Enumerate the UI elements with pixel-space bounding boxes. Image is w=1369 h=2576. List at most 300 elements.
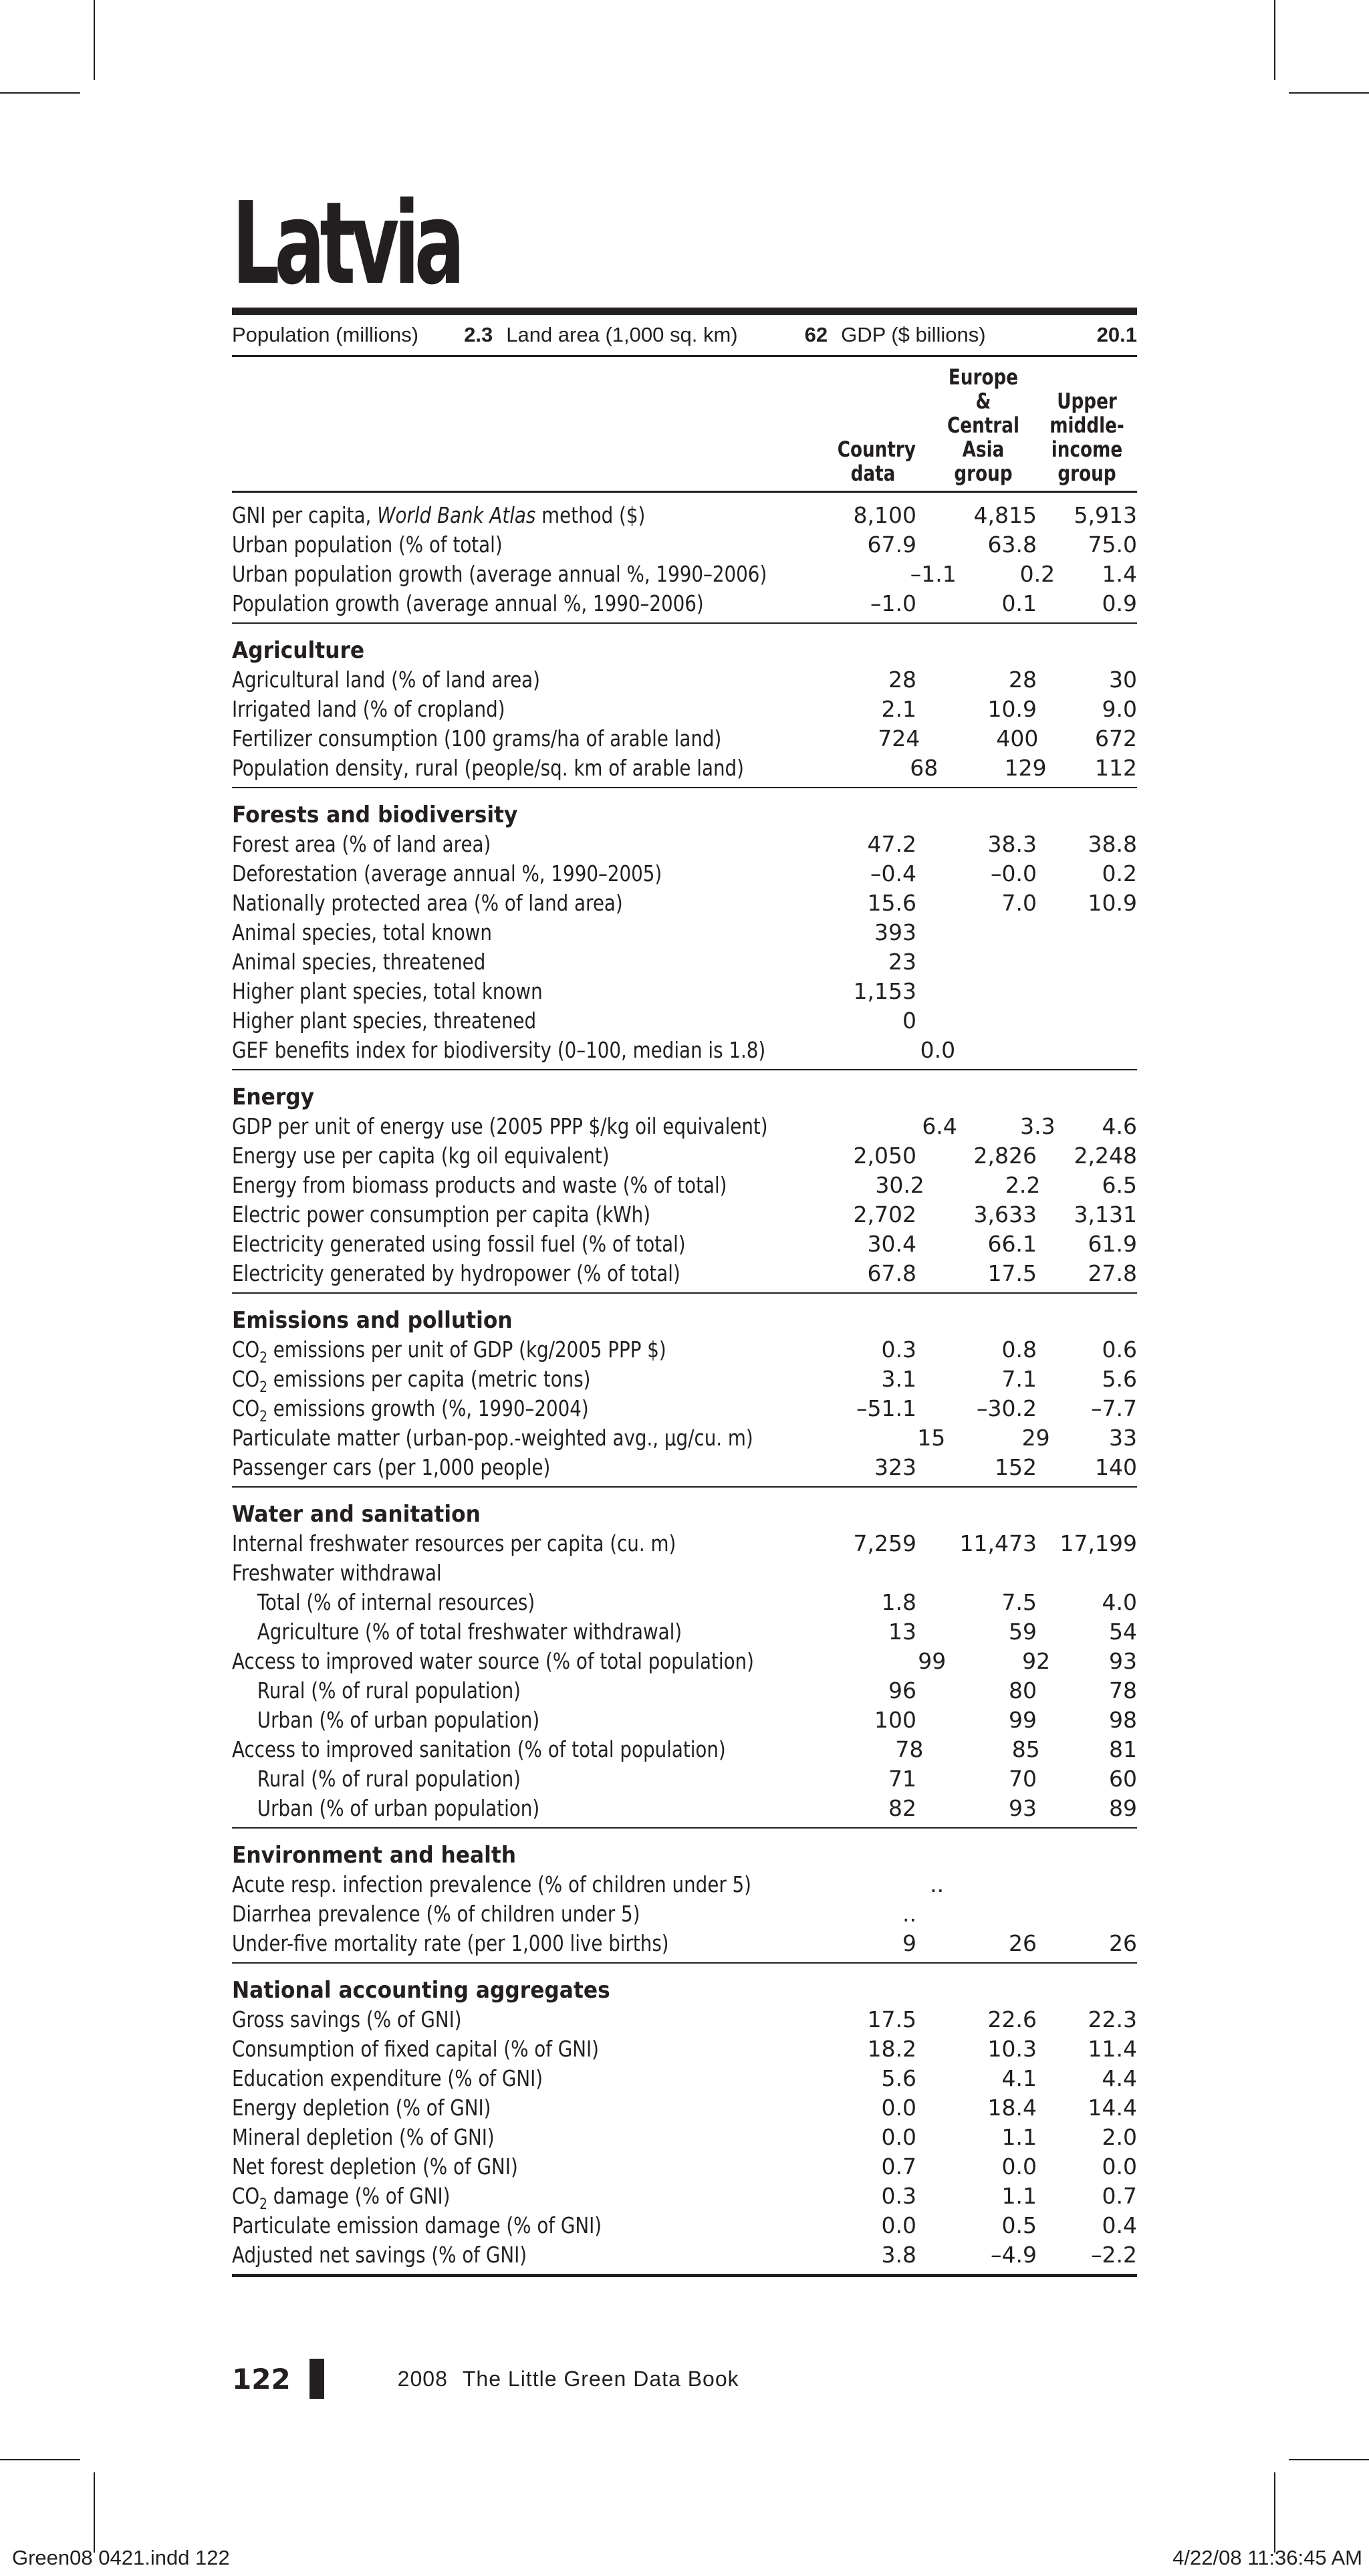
row-label: Higher plant species, threatened [232,1008,537,1034]
crop-mark [0,2459,80,2460]
table-row [232,2123,1137,2152]
row-value [1037,1006,1137,1036]
section-title: Water and sanitation [232,1501,481,1528]
row-label-part: CO [232,1336,260,1363]
row-value: 152 [995,1454,1037,1480]
row-value: –1.0 [870,590,916,616]
row-value: 8,100 [853,502,916,528]
row-value: 27.8 [1088,1260,1137,1286]
row-label: Population density, rural (people/sq. km of arable land) [232,755,744,781]
section-title: Agriculture [232,637,365,664]
row-value [916,1006,1037,1036]
row-value: .. [930,1871,945,1897]
row-value: 18.2 [867,2036,916,2062]
table-row [232,665,1137,695]
crop-mark [1274,0,1275,80]
row-value: 4,815 [973,502,1037,528]
row-value: 10.3 [987,2036,1037,2062]
book-title [398,2367,739,2391]
row-value: 61.9 [1088,1231,1137,1257]
row-value [1037,977,1137,1006]
row-value: –1.1 [910,561,957,587]
row-label: Deforestation (average annual %, 1990–2005) [232,860,662,887]
row-value: 4.0 [1102,1589,1137,1615]
row-value: 2,248 [1074,1143,1137,1169]
row-value: 47.2 [867,831,916,857]
section-title: Energy [232,1084,315,1110]
row-value: 26 [1109,1930,1137,1956]
row-value: 9.0 [1102,696,1137,722]
row-value: 129 [1004,755,1047,781]
row-value [916,1899,1037,1929]
summary-value: 62 [804,323,828,346]
row-value: 3.8 [881,2242,916,2268]
row-value: 67.9 [867,532,916,558]
table-row [232,1141,1137,1171]
row-value: 99 [1009,1707,1037,1733]
row-value: 0.5 [1001,2212,1037,2238]
row-value: 98 [1109,1707,1137,1733]
row-value: 17.5 [987,1260,1037,1286]
table-row [232,1036,1137,1065]
row-value: 1.4 [1102,561,1137,587]
table-row [232,2064,1137,2093]
row-value: 1.1 [1001,2124,1037,2150]
table-row [232,1794,1137,1823]
row-value: 26 [1009,1930,1037,1956]
row-label: Urban population growth (average annual %, 1990–2006) [232,561,767,587]
row-value: 15.6 [867,890,916,916]
row-label: Diarrhea prevalence (% of children under 5) [232,1901,640,1927]
table-row [232,1899,1137,1929]
crop-mark [1289,92,1369,94]
row-label [232,2182,717,2211]
row-value: 0.0 [881,2212,916,2238]
indicator-section [232,1964,1137,2274]
row-value: 4.1 [1001,2065,1037,2091]
row-label-subscript: 2 [259,2196,267,2213]
row-label: Access to improved water source (% of total population) [232,1648,754,1674]
table-row [232,1259,1137,1288]
row-value: –51.1 [856,1395,916,1421]
column-headers [232,357,1137,491]
indicator-section [232,1829,1137,1962]
row-value: 0.2 [1019,561,1055,587]
row-label: Fertilizer consumption (100 grams/ha of arable land) [232,725,722,751]
row-value: 672 [1095,725,1137,751]
row-value: –0.0 [991,860,1037,887]
section-title: Environment and health [232,1842,517,1869]
row-value: 400 [996,725,1039,751]
row-value: 3.3 [1020,1113,1055,1139]
row-value: 7.1 [1001,1366,1037,1392]
row-label [232,1394,717,1423]
row-value: –2.2 [1091,2242,1137,2268]
crop-mark [94,2472,95,2553]
row-value: 63.8 [987,532,1037,558]
row-value: 4.6 [1102,1113,1137,1139]
page-title: Latvia [232,178,460,310]
table-row [232,1230,1137,1259]
table-row [232,2182,1137,2211]
row-value: 13 [888,1619,916,1645]
summary-value: 20.1 [1096,323,1137,346]
table-row [232,753,1137,783]
row-value: 92 [1022,1648,1051,1674]
indicator-sections [232,622,1137,2277]
row-label-part: emissions per unit of GDP (kg/2005 PPP $) [267,1336,666,1363]
slug-file: Green08 0421.indd 122 [12,2546,230,2569]
row-value: 1,153 [853,978,916,1004]
row-label [232,1365,717,1394]
row-value: 10.9 [1088,890,1137,916]
table-row [232,1335,1137,1365]
row-value: 30.4 [867,1231,916,1257]
row-value: 78 [1109,1677,1137,1704]
country-page [232,178,1138,2277]
table-row [232,2240,1137,2270]
row-value [810,1558,916,1588]
row-value: 2,702 [853,1201,916,1227]
indicator-section [232,1294,1137,1486]
row-value: 0.8 [1001,1336,1037,1363]
row-value: 96 [888,1677,916,1704]
row-label: Rural (% of rural population) [257,1677,521,1704]
table-row [232,977,1137,1006]
row-value: 22.3 [1088,2006,1137,2032]
row-value: 14.4 [1088,2095,1137,2121]
table-row [232,1588,1137,1617]
row-value [1049,1870,1137,1899]
indicator-section [232,1488,1137,1827]
intro-section [232,493,1137,622]
slug-date: 4/22/08 11:36:45 AM [1172,2546,1362,2569]
table-row [232,1676,1137,1706]
book-name: The Little Green Data Book [462,2366,739,2391]
table-row [232,1558,1137,1588]
summary-label: GDP ($ billions) [841,323,986,346]
row-value: 89 [1109,1795,1137,1821]
row-label-part: damage (% of GNI) [267,2183,451,2209]
row-value: 11.4 [1088,2036,1137,2062]
table-row [232,1112,1137,1141]
row-value [955,1036,1054,1065]
row-label-part: emissions growth (%, 1990–2004) [267,1395,589,1421]
table-row [232,947,1137,977]
row-label: Agriculture (% of total freshwater withdrawal) [257,1619,682,1645]
row-value: 0 [902,1008,916,1034]
row-value: 68 [910,755,939,781]
table-row [232,1617,1137,1647]
row-label-subscript: 2 [259,1379,267,1396]
section-title: Emissions and pollution [232,1307,513,1334]
row-value: 0.6 [1102,1336,1137,1363]
table-row [232,2093,1137,2123]
row-value: 28 [1009,667,1037,693]
section-title: National accounting aggregates [232,1977,610,2004]
summary-bar [232,315,1137,355]
table-row [232,2005,1137,2034]
row-value: 0.7 [1102,2183,1137,2209]
row-value: 0.0 [881,2095,916,2121]
row-value: 59 [1009,1619,1037,1645]
row-value: 323 [874,1454,916,1480]
row-label-part: CO [232,1395,260,1421]
row-value: 0.0 [1001,2153,1037,2180]
row-label: Animal species, total known [232,919,492,945]
row-label: Total (% of internal resources) [257,1589,535,1615]
table-row [232,2152,1137,2182]
table-row [232,1200,1137,1230]
row-label-italic: World Bank Atlas [377,502,536,528]
row-value: 17.5 [867,2006,916,2032]
row-label: Electricity generated using fossil fuel (% of total) [232,1231,686,1257]
table-row [232,2034,1137,2064]
table-row [232,1529,1137,1558]
row-value: 5,913 [1074,502,1137,528]
row-value: 100 [874,1707,916,1733]
row-value [1054,1036,1137,1065]
table-row [232,1929,1137,1958]
row-value: 3,633 [973,1201,1037,1227]
row-label [232,1335,717,1365]
row-value: 82 [888,1795,916,1821]
table-row [232,918,1137,947]
table-row [232,859,1137,889]
row-label: Animal species, threatened [232,949,486,975]
section-title: Forests and biodiversity [232,802,518,828]
row-value: 99 [918,1648,947,1674]
table-row [232,1706,1137,1735]
row-value [916,1558,1037,1588]
row-value: 9 [902,1930,916,1956]
row-value: 0.0 [920,1037,956,1063]
row-label: Particulate matter (urban-pop.-weighted avg., µg/cu. m) [232,1425,753,1451]
row-value [1037,918,1137,947]
row-value: 2.0 [1102,2124,1137,2150]
row-label: Population growth (average annual %, 1990–2006) [232,590,704,616]
row-label-part: emissions per capita (metric tons) [267,1366,591,1392]
row-label: Consumption of fixed capital (% of GNI) [232,2036,600,2062]
row-value: 30 [1109,667,1137,693]
row-label: Forest area (% of land area) [232,831,491,857]
row-label-part: CO [232,1366,260,1392]
row-value: 23 [888,949,916,975]
table-row [232,1735,1137,1764]
table-row [232,1764,1137,1794]
column-header: Upper middle-income group [1049,388,1124,486]
table-row [232,1647,1137,1676]
row-label: Energy use per capita (kg oil equivalent) [232,1143,610,1169]
row-value: 93 [1009,1795,1037,1821]
row-label: Electricity generated by hydropower (% of total) [232,1260,680,1286]
row-value: 7,259 [853,1530,916,1556]
row-label-subscript: 2 [259,1409,267,1425]
row-value: 70 [1009,1766,1037,1792]
row-value: 2.2 [1005,1172,1041,1198]
table-row [232,1394,1137,1423]
row-label: Internal freshwater resources per capita (cu. m) [232,1530,676,1556]
row-value: 0.0 [1102,2153,1137,2180]
row-value: 5.6 [1102,1366,1137,1392]
row-value: 3,131 [1074,1201,1137,1227]
row-value: 0.9 [1102,590,1137,616]
row-value: –30.2 [977,1395,1037,1421]
row-label: Gross savings (% of GNI) [232,2006,462,2032]
row-label: Under-five mortality rate (per 1,000 live births) [232,1930,669,1956]
row-value: 0.0 [881,2124,916,2150]
row-value: 54 [1109,1619,1137,1645]
row-value: 18.4 [987,2095,1037,2121]
row-value [944,1870,1049,1899]
table-row [232,889,1137,918]
page-number-bar [309,2359,324,2399]
row-label-part: GNI per capita, [232,502,378,528]
row-value [916,918,1037,947]
table-row [232,1171,1137,1200]
row-value: 78 [895,1736,924,1762]
row-value: 5.6 [881,2065,916,2091]
row-value: 85 [1011,1736,1040,1762]
row-label-subscript: 2 [259,1350,267,1367]
row-value [916,977,1037,1006]
row-label: Agricultural land (% of land area) [232,667,540,693]
row-value: .. [902,1901,916,1927]
summary-label: Land area (1,000 sq. km) [506,323,738,346]
row-value [1037,947,1137,977]
crop-mark [0,92,80,94]
row-value [1037,1558,1137,1588]
row-value: 38.3 [987,831,1037,857]
row-label: Adjusted net savings (% of GNI) [232,2242,527,2268]
row-label: Freshwater withdrawal [232,1560,442,1586]
row-label [232,501,717,530]
row-value: 93 [1109,1648,1137,1674]
row-value: 2.1 [881,696,916,722]
table-row [232,695,1137,724]
summary-label: Population (millions) [232,323,419,346]
row-value: 22.6 [987,2006,1037,2032]
row-label: Electric power consumption per capita (kWh) [232,1201,651,1227]
table-row [232,2211,1137,2240]
row-value: 0.1 [1001,590,1037,616]
row-value: 75.0 [1088,532,1137,558]
row-label: Urban population (% of total) [232,532,503,558]
table-end-rule [232,2274,1137,2277]
row-value: 4.4 [1102,2065,1137,2091]
table-row [232,530,1137,560]
indicator-section [232,788,1137,1069]
row-label: Urban (% of urban population) [257,1795,540,1821]
table-row [232,724,1137,753]
row-label: Rural (% of rural population) [257,1766,521,1792]
row-value: 11,473 [959,1530,1037,1556]
row-value: –0.4 [870,860,916,887]
row-value: 67.8 [867,1260,916,1286]
row-label: GEF benefits index for biodiversity (0–100, median is 1.8) [232,1037,766,1063]
row-value: 0.4 [1102,2212,1137,2238]
crop-mark [94,0,95,80]
summary-value: 2.3 [464,323,493,346]
row-value: 38.8 [1088,831,1137,857]
row-value: 1.8 [881,1589,916,1615]
table-row [232,1870,1137,1899]
row-value: 3.1 [881,1366,916,1392]
row-value: 29 [1021,1425,1050,1451]
row-value: 80 [1009,1677,1037,1704]
row-label: Energy depletion (% of GNI) [232,2095,491,2121]
table-row [232,560,1137,589]
row-value: 28 [888,667,916,693]
row-label: Higher plant species, total known [232,978,543,1004]
table-row [232,501,1137,530]
table-row [232,1453,1137,1482]
row-label: Energy from biomass products and waste (% of total) [232,1172,727,1198]
row-label: Mineral depletion (% of GNI) [232,2124,495,2150]
row-label: Irrigated land (% of cropland) [232,696,505,722]
table-row [232,1006,1137,1036]
row-label: GDP per unit of energy use (2005 PPP $/kg oil equivalent) [232,1113,768,1139]
row-label: Education expenditure (% of GNI) [232,2065,543,2091]
row-label: Urban (% of urban population) [257,1707,540,1733]
page-footer [232,2359,739,2399]
row-value: 140 [1095,1454,1137,1480]
row-value [916,947,1037,977]
row-value: –4.9 [991,2242,1037,2268]
book-year: 2008 [397,2366,448,2391]
column-header: Europe & Central Asia group [947,364,1019,486]
row-value: 0.3 [881,1336,916,1363]
row-value: 7.0 [1001,890,1037,916]
column-header: Country data [837,437,916,486]
row-value: 6.5 [1102,1172,1138,1198]
row-value: 6.4 [922,1113,957,1139]
row-value: 7.5 [1001,1589,1037,1615]
row-value: 0.2 [1102,860,1137,887]
row-value: 0.3 [881,2183,916,2209]
row-value: 1.1 [1001,2183,1037,2209]
table-row [232,1423,1137,1453]
row-value: 10.9 [987,696,1037,722]
indicator-section [232,1070,1137,1292]
row-label: Acute resp. infection prevalence (% of children under 5) [232,1871,751,1897]
row-value: 2,050 [853,1143,916,1169]
row-value: 71 [888,1766,916,1792]
indicator-section [232,624,1137,787]
row-label-part: method ($) [535,502,646,528]
row-value: 81 [1109,1736,1137,1762]
table-row [232,1365,1137,1394]
row-value: 2,826 [973,1143,1037,1169]
row-value: 724 [878,725,920,751]
row-value: 393 [874,919,916,945]
page-number: 122 [232,2362,291,2395]
crop-mark [1274,2472,1275,2553]
row-label: Access to improved sanitation (% of total population) [232,1736,726,1762]
row-label: Net forest depletion (% of GNI) [232,2153,518,2180]
row-value: 66.1 [987,1231,1037,1257]
row-value: 15 [917,1425,946,1451]
row-label: Passenger cars (per 1,000 people) [232,1454,551,1480]
row-value: 33 [1109,1425,1138,1451]
table-row [232,830,1137,859]
row-value [1037,1899,1137,1929]
row-value: 30.2 [875,1172,924,1198]
row-value: 112 [1095,755,1137,781]
row-label-part: CO [232,2183,260,2209]
row-value: 60 [1109,1766,1137,1792]
row-value: 17,199 [1060,1530,1137,1556]
